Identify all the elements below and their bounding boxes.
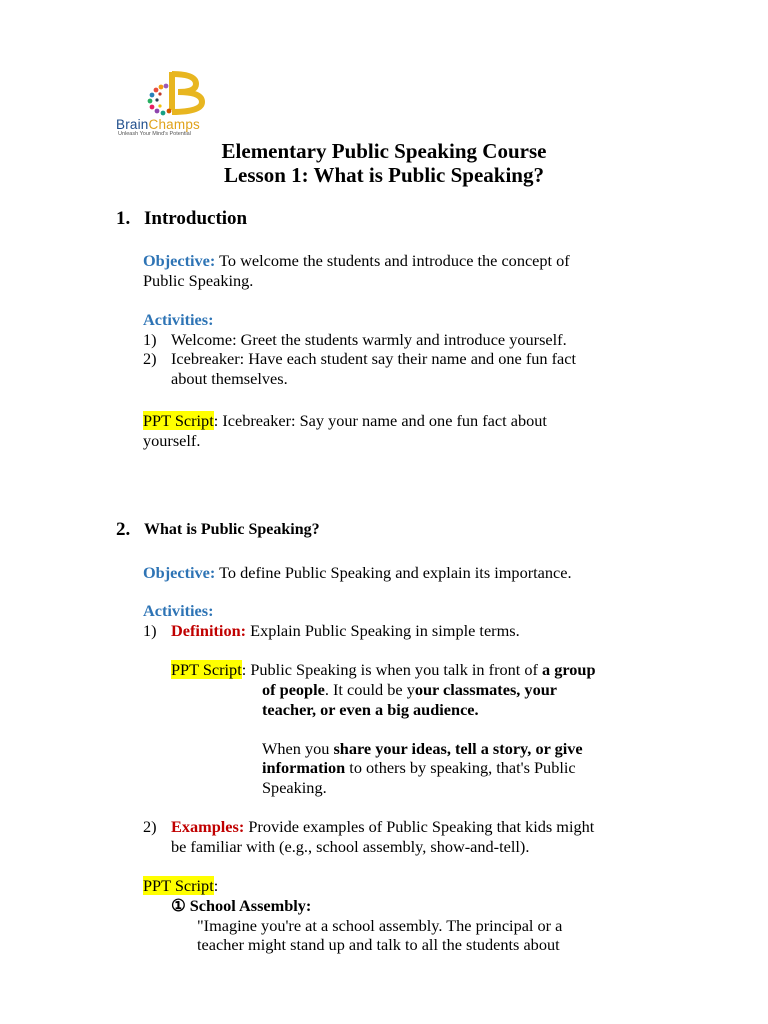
section-2-number: 2. [116, 519, 131, 540]
definition-ppt-script-cont: of people. It could be your classmates, your [262, 680, 557, 699]
lesson-title: Lesson 1: What is Public Speaking? [224, 163, 544, 187]
school-assembly-heading: ① School Assembly: [171, 896, 312, 915]
ppt-script-highlight: PPT Script [143, 411, 214, 430]
ppt-script-highlight: PPT Script [143, 876, 214, 895]
section-1-activity-2: Icebreaker: Have each student say their name and one fun fact [171, 349, 577, 368]
ppt-script-highlight: PPT Script [171, 660, 242, 679]
section-1-objective-cont: Public Speaking. [143, 271, 254, 290]
section-1-activities-label: Activities: [143, 310, 214, 329]
section-1-activity-2-cont: about themselves. [171, 369, 288, 388]
section-2-activity-1: Definition: Explain Public Speaking in simple terms. [171, 621, 520, 640]
list-item-number: 1) [143, 621, 157, 640]
school-assembly-text: "Imagine you're at a school assembly. The principal or a [197, 916, 563, 935]
section-1-heading: Introduction [144, 208, 248, 229]
definition-ppt-script-para2-cont: information to others by speaking, that's Public [262, 758, 576, 777]
logo-wordmark: BrainChamps [116, 117, 200, 132]
section-2-activity-2-cont: be familiar with (e.g., school assembly, show-and-tell). [171, 837, 530, 856]
section-1-objective: Objective: To welcome the students and introduce the concept of [143, 251, 570, 270]
section-2-heading: What is Public Speaking? [144, 521, 320, 538]
section-2-activities-label: Activities: [143, 601, 214, 620]
section-1-ppt-script-cont: yourself. [143, 431, 201, 450]
definition-ppt-script-cont: teacher, or even a big audience. [262, 700, 479, 719]
section-2-objective: Objective: To define Public Speaking and explain its importance. [143, 563, 572, 582]
definition-ppt-script-para2-cont: Speaking. [262, 778, 327, 797]
section-1-number: 1. [116, 208, 131, 229]
section-1-activity-1: Welcome: Greet the students warmly and introduce yourself. [171, 330, 567, 349]
school-assembly-text-cont: teacher might stand up and talk to all the students about [197, 935, 560, 954]
definition-ppt-script-para2: When you share your ideas, tell a story, or give [262, 739, 583, 758]
section-2-activity-2: Examples: Provide examples of Public Speaking that kids might [171, 817, 595, 836]
definition-ppt-script: PPT Script: Public Speaking is when you talk in front of a group [171, 660, 596, 679]
list-item-number: 2) [143, 817, 157, 836]
section-1-ppt-script: PPT Script: Icebreaker: Say your name and one fun fact about [143, 411, 547, 430]
examples-ppt-script: PPT Script: [143, 876, 219, 895]
list-item-number: 1) [143, 330, 157, 349]
list-item-number: 2) [143, 349, 157, 368]
course-title: Elementary Public Speaking Course [221, 139, 547, 163]
logo-tagline: Unleash Your Mind's Potential [118, 131, 191, 137]
